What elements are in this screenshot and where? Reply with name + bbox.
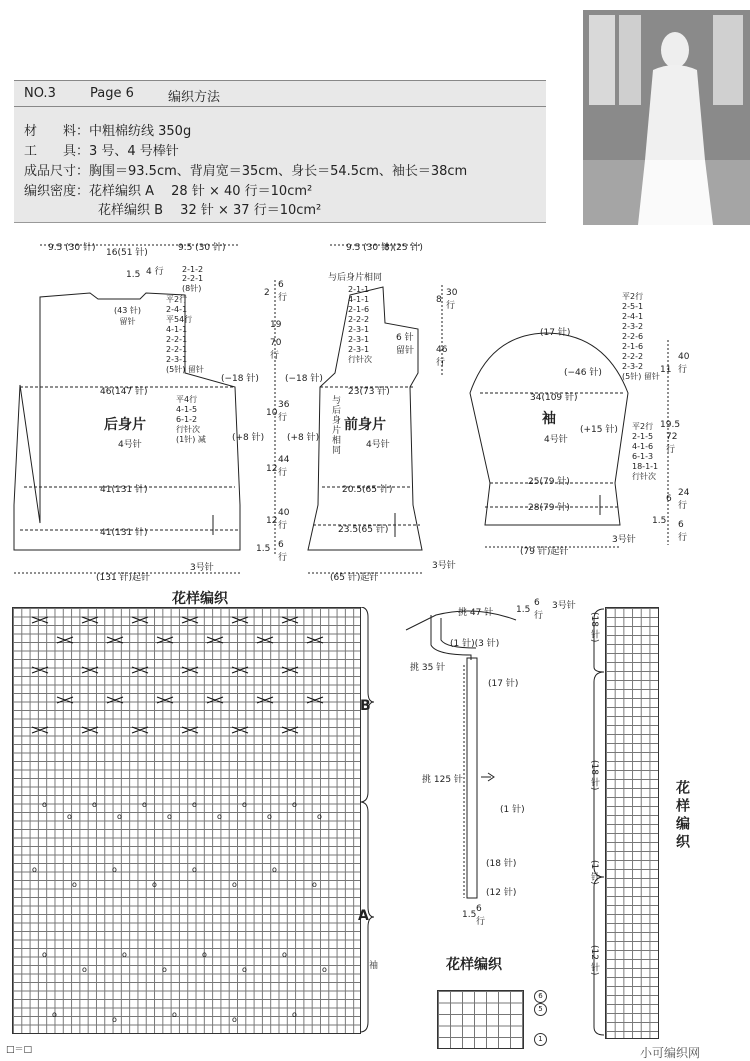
svg-text:o: o — [242, 800, 247, 809]
sleeve-inc-detail: 平2行 2-1-5 4-1-6 6-1-3 18-1-1 行针次 — [632, 422, 659, 481]
svg-text:o: o — [292, 1010, 297, 1019]
sleeve-hem-needle: 3号针 — [612, 535, 636, 545]
band-n1: (1 针) — [500, 805, 525, 815]
side-n18a: (18 针) — [589, 612, 599, 643]
svg-text:o: o — [167, 812, 172, 821]
vdim-rows: 36 行 — [278, 400, 290, 423]
section-title: 编织方法 — [168, 90, 221, 105]
back-chest-dim: 46(147 针) — [100, 387, 148, 397]
sleeve-cap-side: (−46 针) — [564, 368, 602, 378]
vdim-rows: 6 行 — [278, 540, 288, 563]
vdim-cm: 2 — [264, 288, 270, 298]
svg-text:o: o — [152, 880, 157, 889]
back-neck-center: (43 针) 留针 — [114, 306, 141, 326]
small-chart-title: 花样编织 — [446, 957, 502, 973]
band-pick-47: 挑 47 针 — [458, 608, 494, 618]
small-chart-mark: 5 — [534, 1003, 547, 1016]
front-vdim-cm: 8 — [436, 295, 442, 305]
band-n18: (18 针) — [486, 859, 517, 869]
vdim-rows: 70 行 — [270, 338, 282, 361]
side-n1: (1 针) — [589, 860, 599, 885]
back-hem-needle: 3号针 — [190, 563, 214, 573]
sleeve-inc: (+15 针) — [580, 425, 618, 435]
back-waist-dim: 41(131 针) — [100, 485, 148, 495]
svg-text:o: o — [42, 800, 47, 809]
svg-text:o: o — [282, 950, 287, 959]
sleeve-needle: 4号针 — [544, 435, 568, 445]
pattern-number: NO.3 — [24, 86, 56, 101]
material-line: 材 料：中粗棉纺线 350g — [24, 124, 192, 139]
front-neck-dec: 2-1-1 4-1-1 2-1-6 2-2-2 2-3-1 2-3-1 2-3-1 行针次 — [348, 285, 372, 364]
vdim-rows: 6 行 — [278, 280, 288, 303]
front-vdim-rows: 30 行 — [446, 288, 458, 311]
svg-text:o: o — [192, 800, 197, 809]
svg-text:o: o — [217, 812, 222, 821]
vdim-rows: 44 行 — [278, 455, 290, 478]
back-piece-name: 后身片 — [104, 417, 146, 433]
side-chart-grid — [605, 607, 659, 1039]
band-top-cm: 1.5 — [516, 605, 531, 615]
model-photo — [583, 10, 750, 225]
sleeve-cap-dec: 平2行 2-5-1 2-4-1 2-3-2 2-2-6 2-1-6 2-2-2 2-3-2 (5针) 留针 — [622, 292, 660, 381]
front-hem-needle: 3号针 — [432, 561, 456, 571]
front-top-right-dim: 8 (25 针) — [384, 243, 423, 253]
back-top-right-dim: 9.5 (30 针) — [178, 243, 226, 253]
sleeve-vdim-rows: 40 行 — [678, 352, 690, 375]
svg-text:o: o — [172, 1010, 177, 1019]
band-pick-35: 挑 35 针 — [410, 663, 446, 673]
front-right-rows: 6 针 留针 — [396, 333, 415, 356]
back-needle: 4号针 — [118, 440, 142, 450]
svg-text:o: o — [202, 950, 207, 959]
svg-text:o: o — [122, 950, 127, 959]
svg-text:o: o — [312, 880, 317, 889]
front-side-inc: (+8 针) — [287, 433, 320, 443]
sleeve-vdim-rows: 24 行 — [678, 488, 690, 511]
svg-text:o: o — [32, 865, 37, 874]
band-diagram — [376, 600, 586, 930]
svg-text:o: o — [162, 965, 167, 974]
band-bottom-cm: 1.5 — [462, 910, 477, 920]
vdim-cm: 10 — [266, 408, 278, 418]
svg-text:o: o — [112, 1015, 117, 1024]
watermark: 小可编织网 — [640, 1046, 701, 1060]
pattern-chart-symbols — [12, 607, 360, 1033]
svg-text:o: o — [267, 812, 272, 821]
svg-text:o: o — [232, 1015, 237, 1024]
front-hem-dim: 23.5(65 针) — [338, 525, 389, 535]
vdim-cm: 19 — [270, 320, 282, 330]
band-bottom-rows: 6 行 — [476, 904, 486, 927]
back-neck-rows: 4 行 — [146, 267, 164, 277]
chart-label-a: A — [358, 908, 369, 924]
band-pick-125: 挑 125 针 — [422, 775, 463, 785]
front-top-left-dim: 9.5 (30 针) — [346, 243, 394, 253]
band-inner: (1 针)(3 针) — [450, 639, 500, 649]
front-cast-on: (65 针)起针 — [330, 573, 379, 583]
sleeve-vdim-cm: 19.5 — [660, 420, 681, 430]
back-neck-dec: 2-1-2 2-2-1 (8针) — [182, 265, 204, 293]
chart-label-sleeve: 袖 — [367, 960, 377, 969]
svg-text:o: o — [52, 1010, 57, 1019]
sleeve-vdim-cm: 11 — [660, 365, 672, 375]
front-chest-dim: 23(73 针) — [348, 387, 390, 397]
svg-text:o: o — [117, 812, 122, 821]
size-line: 成品尺寸：胸围＝93.5cm、背肩宽＝35cm、身长＝54.5cm、袖长＝38cm — [24, 164, 468, 179]
band-n12: (12 针) — [486, 888, 517, 898]
sleeve-name: 袖 — [542, 411, 556, 427]
sleeve-vdim-rows: 6 行 — [678, 520, 688, 543]
svg-text:o: o — [192, 865, 197, 874]
back-shoulder-dec: 平2行 2-4-1 平54行 4-1-1 2-2-1 2-2-1 2-3-1 (5针) 留针 — [166, 295, 204, 374]
side-n12: (12 针) — [589, 945, 599, 976]
svg-text:o: o — [322, 965, 327, 974]
front-shoulder-note: 与后身片相同 — [328, 273, 383, 283]
header-block — [14, 80, 546, 223]
sleeve-top-dim: (17 针) — [540, 328, 571, 338]
band-top-rows: 6 行 — [534, 598, 544, 621]
sleeve-cast-on: (79 针)起针 — [520, 547, 569, 557]
chart-label-b: B — [360, 698, 371, 714]
front-needle: 4号针 — [366, 440, 390, 450]
svg-text:o: o — [42, 950, 47, 959]
side-chart-title: 花样编织 — [674, 780, 690, 852]
front-vdim-rows: 46 行 — [436, 345, 448, 368]
small-chart-grid — [437, 990, 524, 1049]
back-waist-dec: 平4行 4-1-5 6-1-2 行针次 (1针) 减 — [176, 395, 206, 444]
vdim-rows: 40 行 — [278, 508, 290, 531]
vdim-cm: 1.5 — [256, 544, 271, 554]
svg-text:o: o — [242, 965, 247, 974]
pattern-chart-title: 花样编织 — [172, 591, 228, 607]
sleeve-hem-dim: 28(79 针) — [528, 503, 570, 513]
page-label: Page 6 — [90, 86, 134, 101]
sleeve-width-dim: 34(109 针) — [530, 393, 578, 403]
svg-text:o: o — [112, 865, 117, 874]
front-piece-name: 前身片 — [344, 417, 386, 433]
small-chart-mark: 1 — [534, 1033, 547, 1046]
band-needle: 3号针 — [552, 601, 576, 611]
body-vertical-dims — [256, 280, 292, 570]
sleeve-mid-dim: 25(79 针) — [528, 477, 570, 487]
side-n18b: (18 针) — [589, 760, 599, 791]
svg-text:o: o — [67, 812, 72, 821]
back-neck-depth: 1.5 — [126, 270, 141, 280]
svg-text:o: o — [142, 800, 147, 809]
model-photo-drawing — [583, 10, 750, 225]
svg-text:o: o — [272, 865, 277, 874]
back-top-mid-dim: 16(51 针) — [106, 248, 148, 258]
gauge-b-line: 花样编织 B 32 针 × 37 行＝10cm² — [98, 203, 322, 218]
sleeve-vdim-cm: 1.5 — [652, 516, 667, 526]
back-arm-side: (−18 针) — [221, 374, 259, 384]
svg-text:o: o — [72, 880, 77, 889]
vdim-cm: 12 — [266, 516, 278, 526]
svg-text:o: o — [92, 800, 97, 809]
chart-legend: □＝□ — [6, 1045, 33, 1055]
front-arm-side: (−18 针) — [285, 374, 323, 384]
small-chart-mark: 6 — [534, 990, 547, 1003]
back-hem-dim: 41(131 针) — [100, 528, 148, 538]
vdim-cm: 12 — [266, 464, 278, 474]
svg-text:o: o — [317, 812, 322, 821]
svg-text:o: o — [82, 965, 87, 974]
band-n17: (17 针) — [488, 679, 519, 689]
back-top-left-dim: 9.5 (30 针) — [48, 243, 96, 253]
back-side-inc: (+8 针) — [232, 433, 265, 443]
sleeve-vdim-rows: 72 行 — [666, 432, 678, 455]
gauge-a-line: 编织密度：花样编织 A 28 针 × 40 行＝10cm² — [24, 184, 313, 199]
front-waist-dim: 20.5(65 针) — [342, 485, 393, 495]
svg-text:o: o — [292, 800, 297, 809]
svg-text:o: o — [232, 880, 237, 889]
tools-line: 工 具：3 号、4 号棒针 — [24, 144, 179, 159]
sleeve-vdim-cm: 6 — [666, 494, 672, 504]
front-same-note: 与 后 身 片 相 同 — [332, 396, 342, 456]
back-cast-on: (131 针)起针 — [96, 573, 151, 583]
